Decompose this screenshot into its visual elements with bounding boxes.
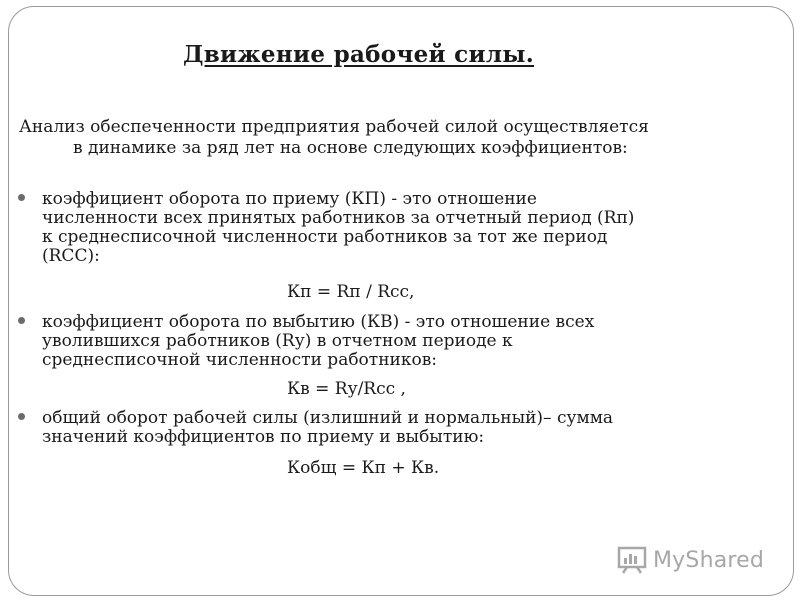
item-line: значений коэффициентов по приему и выбытию:: [42, 427, 485, 447]
bullet-item-total-turnover: [42, 409, 613, 447]
item-line: коэффициент оборота по приему (КП) - это отношение: [42, 189, 537, 209]
bullet-icon: [18, 317, 25, 324]
slide-frame: [8, 6, 794, 596]
item-line: (RСС):: [42, 246, 100, 266]
item-line: общий оборот рабочей силы (излишний и нормальный)– сумма: [42, 408, 614, 428]
item-line: среднесписочной численности работников:: [42, 350, 438, 370]
bullet-icon: [18, 413, 25, 420]
slide-title: Движение рабочей силы.: [183, 41, 535, 68]
item-line: уволившихся работников (Rу) в отчетном периоде к: [42, 331, 513, 351]
item-line: к среднесписочной численности работников за тот же период: [42, 227, 608, 247]
formula-total: Кобщ = Кп + Кв.: [287, 458, 440, 478]
mysharedocs-logo-icon: [617, 545, 649, 575]
item-line: численности всех принятых работников за отчетный период (Rп): [42, 208, 635, 228]
bullet-item-leaving-ratio: [42, 313, 594, 370]
intro-paragraph: [19, 117, 649, 159]
bullet-icon: [18, 194, 25, 201]
item-line: коэффициент оборота по выбытию (КВ) - это отношение всех: [42, 312, 595, 332]
watermark-text: MyShared: [653, 547, 765, 573]
watermark: [617, 545, 764, 575]
intro-line-1: Анализ обеспеченности предприятия рабочей силой осуществляется: [19, 117, 649, 137]
formula-hiring: Кп = Rп / Rсс,: [287, 282, 415, 302]
bullet-item-hiring-ratio: [42, 190, 634, 266]
intro-line-2: в динамике за ряд лет на основе следующих коэффициентов:: [73, 138, 628, 158]
formula-leaving: Кв = Rу/Rсс ,: [287, 379, 406, 399]
